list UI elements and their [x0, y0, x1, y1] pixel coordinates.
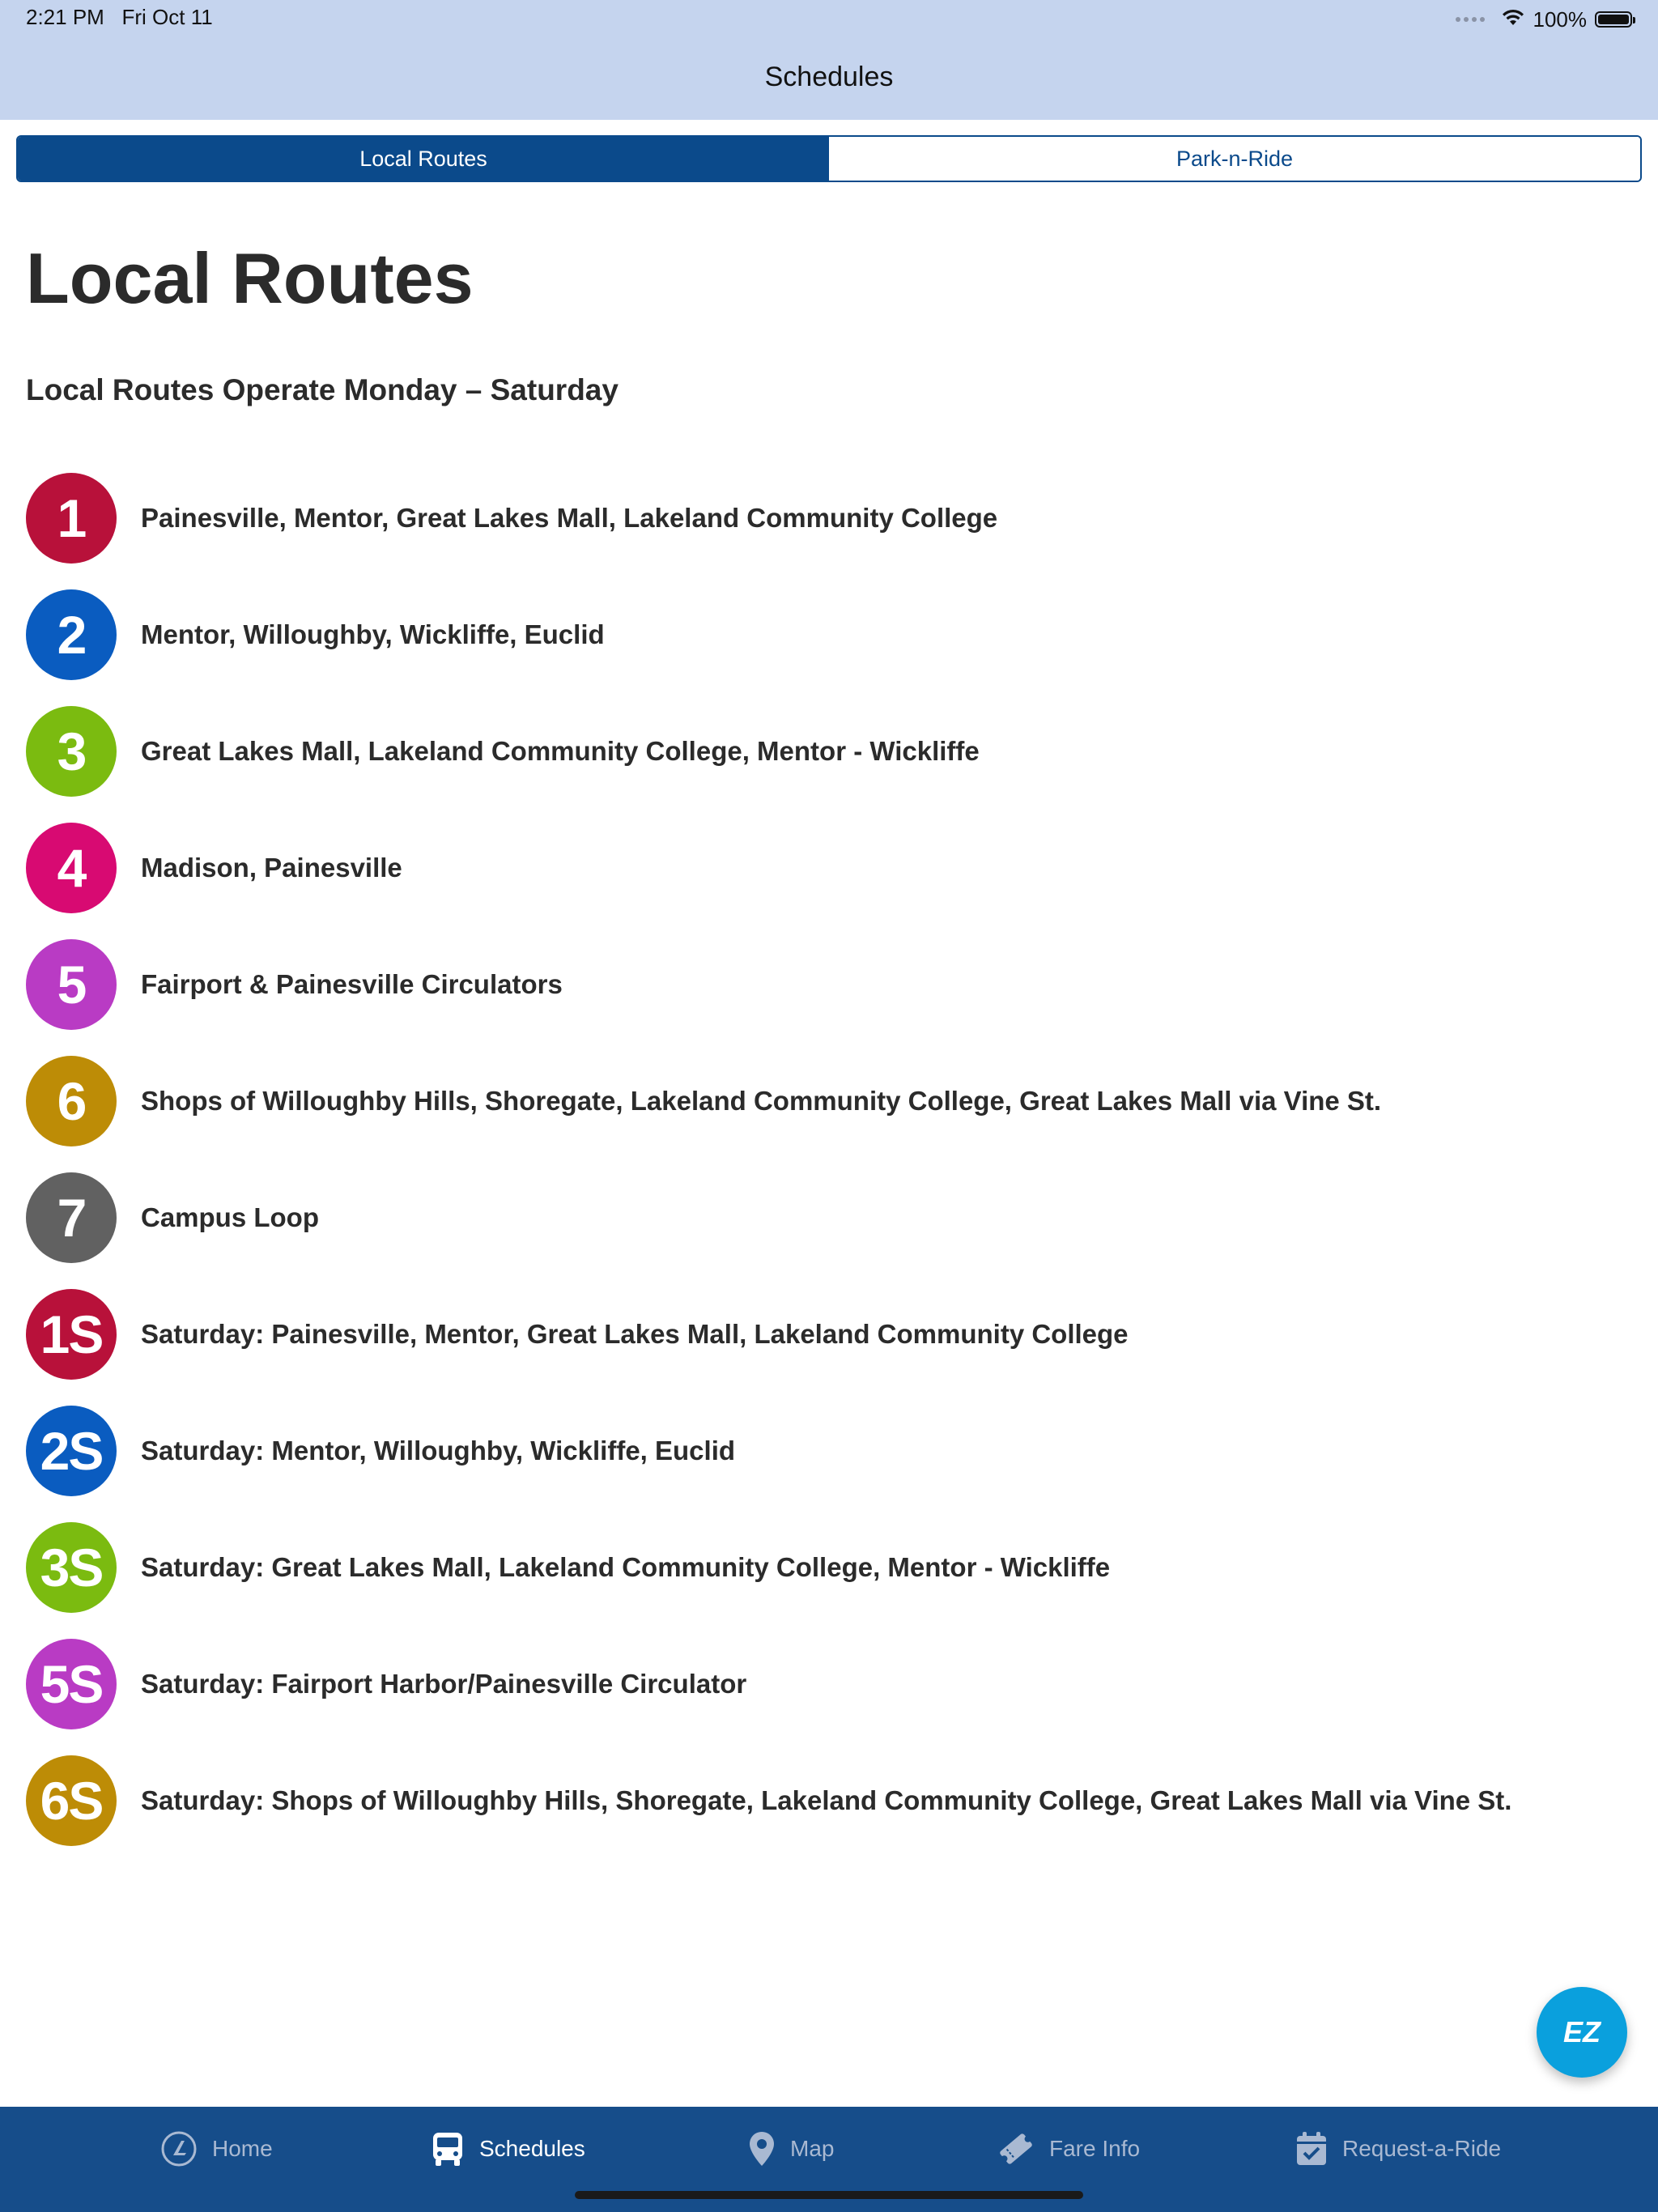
ez-fare-button[interactable] [1537, 1987, 1627, 2078]
route-description: Saturday: Fairport Harbor/Painesville Circulator [141, 1669, 747, 1699]
route-badge: 7 [26, 1172, 117, 1263]
page-title: Local Routes [26, 238, 474, 318]
route-description: Great Lakes Mall, Lakeland Community College, Mentor - Wickliffe [141, 736, 980, 766]
cellular-signal-icon [1456, 17, 1485, 22]
route-description: Saturday: Mentor, Willoughby, Wickliffe, Euclid [141, 1436, 736, 1465]
route-badge: 1S [26, 1289, 117, 1380]
tab-schedules[interactable] [431, 2125, 585, 2173]
page-subtitle: Local Routes Operate Monday – Saturday [26, 373, 619, 406]
route-badge: 4 [26, 823, 117, 913]
route-item-7[interactable] [26, 1159, 1629, 1276]
route-item-2s[interactable] [26, 1393, 1629, 1509]
route-item-5s[interactable] [26, 1626, 1629, 1742]
tab-map-label: Map [790, 2136, 835, 2161]
status-date-text: Fri Oct 11 [121, 5, 213, 29]
route-description: Painesville, Mentor, Great Lakes Mall, Lakeland Community College [141, 503, 998, 533]
segment-park-n-ride[interactable]: Park-n-Ride [829, 137, 1640, 181]
route-description: Saturday: Shops of Willoughby Hills, Shoregate, Lakeland Community College, Great Lakes Mall via Vine St. [141, 1785, 1512, 1815]
home-logo-icon [160, 2130, 198, 2167]
route-badge: 5S [26, 1639, 117, 1729]
home-indicator[interactable] [575, 2191, 1083, 2199]
route-item-5[interactable] [26, 926, 1629, 1043]
route-list [26, 460, 1629, 1859]
wifi-icon [1501, 7, 1525, 32]
route-badge: 3 [26, 706, 117, 797]
route-description: Fairport & Painesville Circulators [141, 969, 563, 999]
status-indicators [1456, 5, 1633, 34]
calendar-check-icon [1295, 2130, 1328, 2167]
route-item-1[interactable] [26, 460, 1629, 576]
battery-icon [1595, 11, 1632, 28]
tab-request-a-ride-label: Request-a-Ride [1342, 2136, 1502, 2161]
route-badge: 1 [26, 473, 117, 564]
tab-home[interactable] [160, 2125, 273, 2173]
tab-request-a-ride[interactable] [1295, 2125, 1501, 2173]
route-description: Saturday: Painesville, Mentor, Great Lakes Mall, Lakeland Community College [141, 1319, 1129, 1349]
top-bar [0, 0, 1658, 120]
route-description: Saturday: Great Lakes Mall, Lakeland Community College, Mentor - Wickliffe [141, 1552, 1111, 1582]
route-badge: 6S [26, 1755, 117, 1846]
route-badge: 3S [26, 1522, 117, 1613]
status-time-text: 2:21 PM [26, 5, 104, 29]
route-description: Shops of Willoughby Hills, Shoregate, Lakeland Community College, Great Lakes Mall via Vine St. [141, 1086, 1382, 1116]
route-item-3s[interactable] [26, 1509, 1629, 1626]
tab-fare-info-label: Fare Info [1049, 2136, 1141, 2161]
tab-schedules-label: Schedules [479, 2136, 585, 2161]
bus-icon [431, 2130, 465, 2167]
route-badge: 2S [26, 1406, 117, 1496]
ez-fare-icon: EZ [1562, 2015, 1601, 2048]
status-time [26, 5, 213, 30]
route-badge: 2 [26, 589, 117, 680]
route-description: Mentor, Willoughby, Wickliffe, Euclid [141, 619, 605, 649]
route-item-3[interactable] [26, 693, 1629, 810]
route-description: Madison, Painesville [141, 853, 402, 883]
route-item-1s[interactable] [26, 1276, 1629, 1393]
route-item-6[interactable] [26, 1043, 1629, 1159]
route-item-4[interactable] [26, 810, 1629, 926]
battery-percent: 100% [1533, 6, 1587, 32]
route-description: Campus Loop [141, 1202, 319, 1232]
nav-title: Schedules [764, 62, 894, 92]
segment-local-routes[interactable]: Local Routes [18, 137, 829, 181]
map-pin-icon [748, 2130, 776, 2167]
route-badge: 6 [26, 1056, 117, 1146]
tab-home-label: Home [212, 2136, 273, 2161]
route-item-6s[interactable] [26, 1742, 1629, 1859]
tab-map[interactable] [748, 2125, 834, 2173]
route-item-2[interactable] [26, 576, 1629, 693]
tab-fare-info[interactable] [997, 2125, 1140, 2173]
route-badge: 5 [26, 939, 117, 1030]
ticket-icon [997, 2130, 1035, 2167]
route-type-segmented-control [16, 135, 1642, 182]
